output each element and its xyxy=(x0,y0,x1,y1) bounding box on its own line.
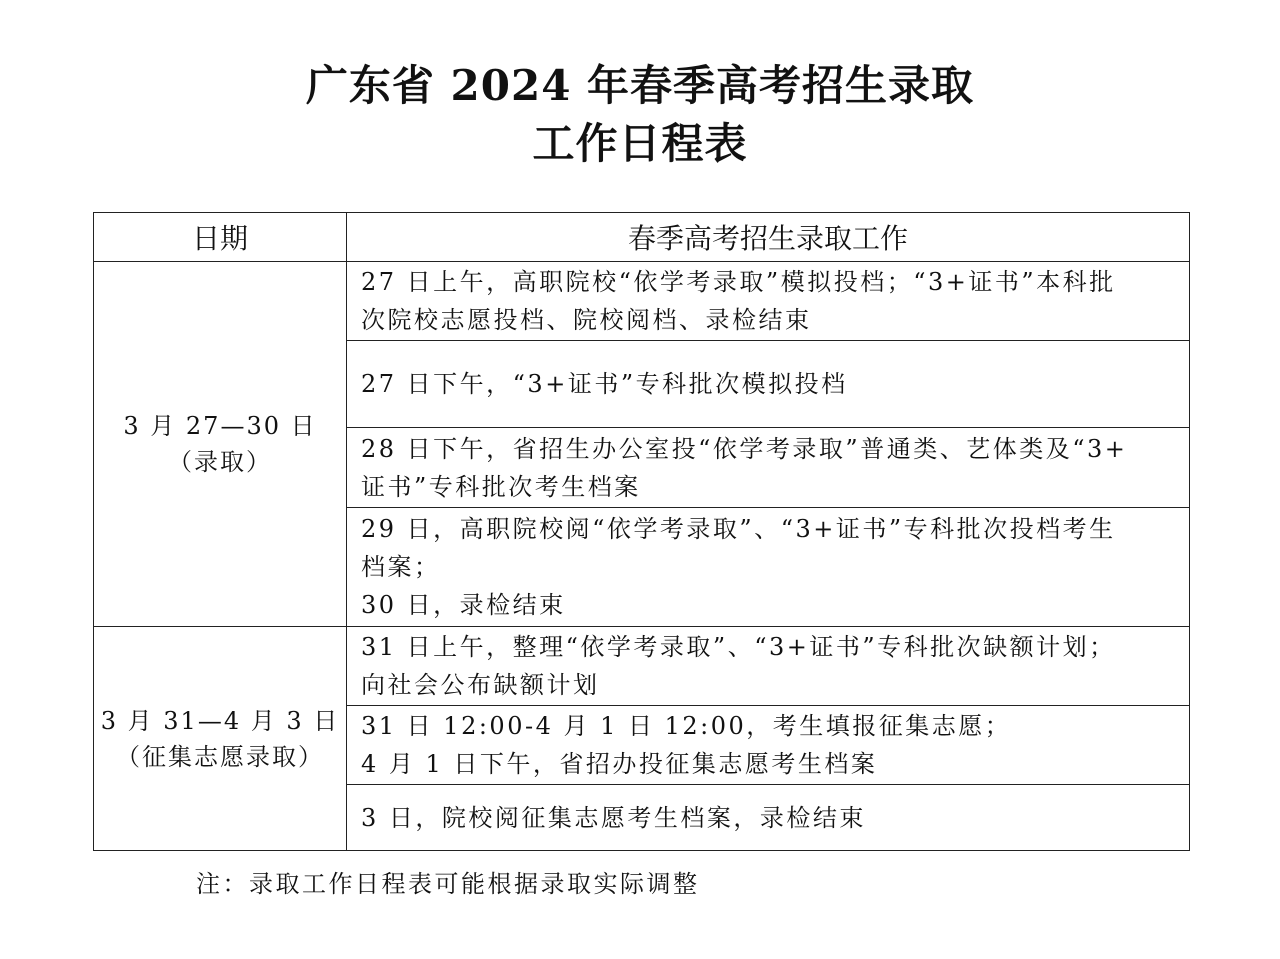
task-line: 证书”专科批次考生档案 xyxy=(361,472,641,501)
task-line: 4 月 1 日下午，省招办投征集志愿考生档案 xyxy=(361,750,878,778)
task-line: 29 日，高职院校阅“依学考录取”、“3+证书”专科批次投档考生 xyxy=(361,515,1116,543)
task-line: 3 日，院校阅征集志愿考生档案，录检结束 xyxy=(361,803,866,832)
task-cell xyxy=(347,706,1190,785)
header-date: 日期 xyxy=(94,213,347,262)
task-line: 27 日下午，“3+证书”专科批次模拟投档 xyxy=(361,370,848,398)
task-line: 31 日上午，整理“依学考录取”、“3+证书”专科批次缺额计划； xyxy=(361,633,1116,661)
task-line: 31 日 12:00-4 月 1 日 12:00，考生填报征集志愿； xyxy=(361,712,1012,740)
task-line: 档案； xyxy=(361,553,441,581)
date-range: 3 月 27—30 日 xyxy=(123,412,317,440)
schedule-table xyxy=(93,212,1190,851)
task-line: 次院校志愿投档、院校阅档、录检结束 xyxy=(361,306,812,334)
document-title-line-1: 广东省 2024 年春季高考招生录取 xyxy=(305,61,975,110)
footnote: 注：录取工作日程表可能根据录取实际调整 xyxy=(196,870,700,898)
table-row xyxy=(94,262,1190,341)
task-line: 27 日上午，高职院校“依学考录取”模拟投档；“3+证书”本科批 xyxy=(361,268,1116,296)
task-line: 向社会公布缺额计划 xyxy=(361,671,600,699)
task-line: 28 日下午，省招生办公室投“依学考录取”普通类、艺体类及“3+ xyxy=(361,434,1128,463)
table-row xyxy=(94,627,1190,706)
task-cell xyxy=(347,428,1190,508)
task-cell xyxy=(347,508,1190,627)
task-cell xyxy=(347,627,1190,706)
date-cell-admission xyxy=(94,262,347,627)
date-range: 3 月 31—4 月 3 日 xyxy=(100,706,340,735)
header-work: 春季高考招生录取工作 xyxy=(347,213,1190,262)
date-phase: （征集志愿录取） xyxy=(116,742,324,771)
document-title-line-2: 工作日程表 xyxy=(532,119,748,168)
date-cell-supplementary xyxy=(94,627,347,851)
task-cell xyxy=(347,785,1190,851)
date-phase: （录取） xyxy=(168,448,272,476)
task-cell xyxy=(347,262,1190,341)
table-header-row xyxy=(94,213,1190,262)
task-line: 30 日，录检结束 xyxy=(361,591,566,619)
task-cell xyxy=(347,341,1190,428)
